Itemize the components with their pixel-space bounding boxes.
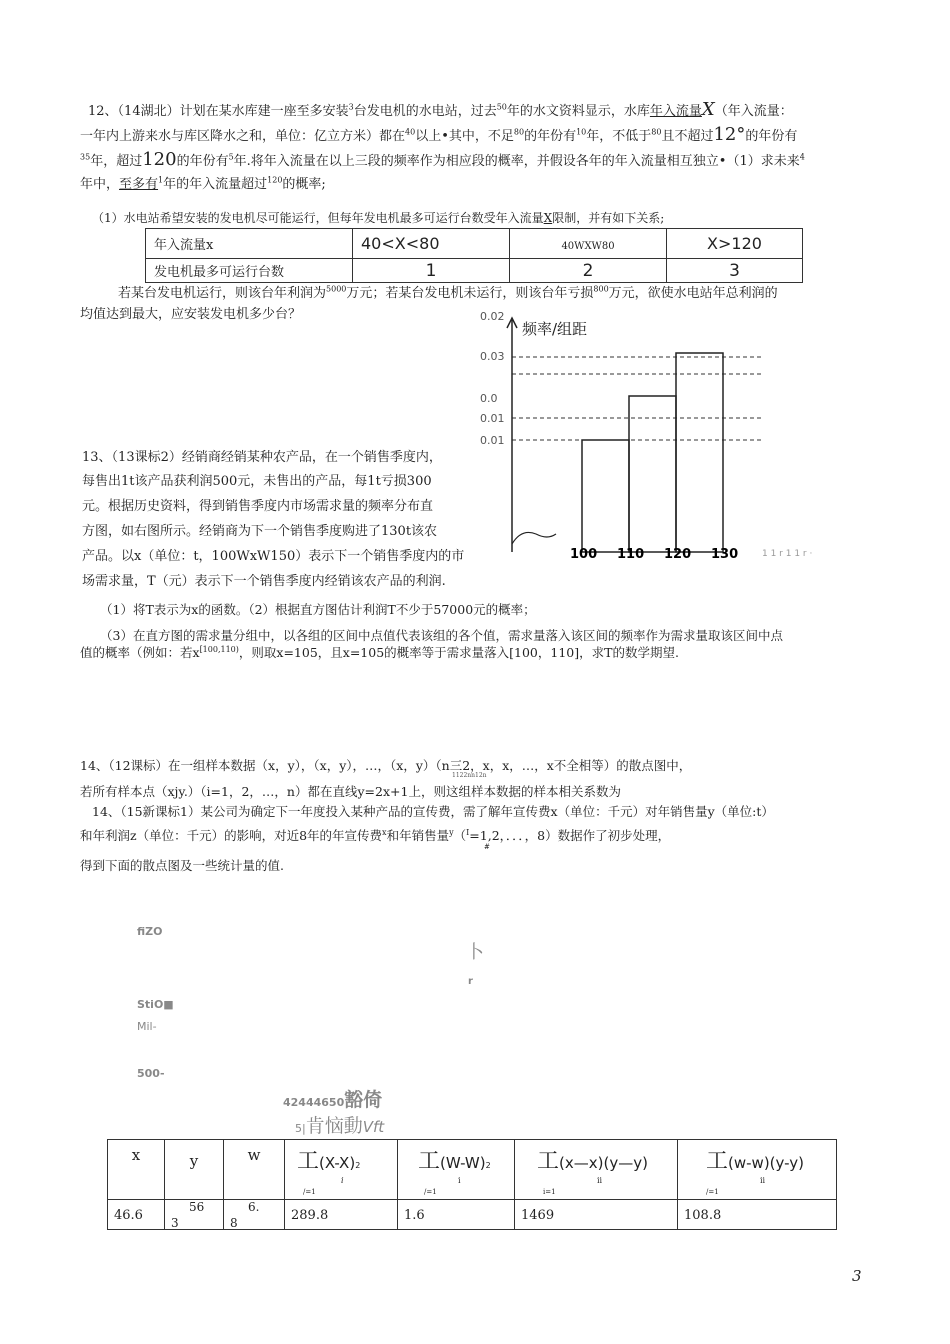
y-tick-label: 0.01 xyxy=(480,434,505,447)
q12-line3: $^{35}$年，超过120的年份有$^5$年.将年入流量在以上三段的频率作为相应段的概率，并假设各年的年入流量相互独立•（1）求未来$^4$ xyxy=(80,149,805,170)
q14a-line1: 14、（12课标）在一组样本数据（x，y），（x，y），…，（x，y）（n三2，x，x，…，x不全相等）的散点图中， xyxy=(80,758,692,773)
q12-line2: 一年内上游来水与库区降水之和，单位：亿立方米）都在$^{40}$以上•其中，不足$^{80}$的年份有$^{10}$年，不低于$^{80}$且不超过12°的年份有 xyxy=(80,124,798,145)
header-w: w xyxy=(224,1140,285,1200)
scatter-label-d: StiO■ xyxy=(137,998,174,1011)
q12-after1: 若某台发电机运行，则该台年利润为$^{5000}$万元；若某台发电机未运行，则该台年亏损$^{800}$万元，欲使水电站年总利润的 xyxy=(118,284,778,301)
q13-part3b: 值的概率（例如：若$x^{[100,110)}$，则取x=105，且x=105的概率等于需求量落入[100，110]，求T的数学期望. xyxy=(80,644,679,660)
q13-part3: （3）在直方图的需求量分组中，以各组的区间中点值代表该组的各个值，需求量落入该区间的频率作为需求量取该区间中点 xyxy=(100,628,783,643)
q12-part1: （1）水电站希望安装的发电机尽可能运行，但每年发电机最多可运行台数受年入流量X限制，并有如下关系; xyxy=(92,211,665,225)
q13-part1: （1）将T表示为x的函数。（2）根据直方图估计利润T不少于57000元的概率； xyxy=(100,602,536,617)
value-sum-xy: 1469 xyxy=(515,1200,678,1230)
q13-line3: 元。根据历史资料，得到销售季度内市场需求量的频率分布直 xyxy=(82,499,434,514)
table-row xyxy=(108,1140,837,1200)
table-cell: 2 xyxy=(510,259,667,283)
q12-after2: 均值达到最大，应安装发电机多少台？ xyxy=(80,307,302,322)
value-x: 46.6 xyxy=(108,1200,165,1230)
q12-line1: 12、（14湖北）计划在某水库建一座至多安装$^3$台发电机的水电站，过去$^{50}$年的水文资料显示，水库年入流量X（年入流量： xyxy=(88,99,793,120)
y-axis-label: 频率/组距 xyxy=(522,320,588,338)
table-cell: X>120 xyxy=(667,229,803,259)
q14a-subscripts: 1122nn12n xyxy=(452,772,487,779)
scatter-label-a: fiZO xyxy=(137,925,163,938)
header-x: x xyxy=(108,1140,165,1200)
scatter-label-h: 5|肯恼動Vft xyxy=(295,1115,385,1137)
y-tick-label: 0.02 xyxy=(480,312,505,323)
table-row xyxy=(108,1200,837,1230)
page-number: 3 xyxy=(852,1267,862,1285)
header-sum-xy: 工(x—x)(y—y) ii i=1 xyxy=(515,1140,678,1200)
table-row xyxy=(146,259,803,283)
x-tick-label: 120 xyxy=(664,547,692,562)
scatter-label-b: 卜 xyxy=(466,942,484,963)
scatter-label-c: r xyxy=(468,976,473,987)
value-y: 56 3 xyxy=(165,1200,224,1230)
value-w: 6. 8 xyxy=(224,1200,285,1230)
histogram-bar xyxy=(582,440,629,552)
scatter-label-f: 500- xyxy=(137,1067,165,1080)
table-cell: 3 xyxy=(667,259,803,283)
q14b-line3: 得到下面的散点图及一些统计量的值. xyxy=(80,858,284,873)
q13-line2: 每售出1t该产品获利润500元，未售出的产品，每1t亏损300 xyxy=(82,474,432,489)
histogram-bar xyxy=(676,353,723,552)
axis-break xyxy=(512,532,556,544)
q14b-line2: 和年利润z（单位：千元）的影响，对近8年的年宣传费$^x$和年销售量$^y$（$^I$=1,2，．．．，8）数据作了初步处理， xyxy=(80,827,671,843)
table-cell: 40WXW80 xyxy=(510,229,667,259)
q12-line4: 年中，至多有$^1$年的年入流量超过$^{120}$的概率; xyxy=(80,175,326,192)
table-row xyxy=(146,229,803,259)
table-cell: 1 xyxy=(353,259,510,283)
y-tick-label: 0.0 xyxy=(480,392,498,405)
y-tick-label: 0.01 xyxy=(480,412,505,425)
histogram-bar xyxy=(629,396,676,552)
q14a-line2: 若所有样本点（xjy.）（i=1，2，…，n）都在直线y=2x+1上，则这组样本数据的样本相关系数为 xyxy=(80,784,621,799)
histogram-chart xyxy=(470,312,870,562)
q13-line6: 场需求量，T（元）表示下一个销售季度内经销该农产品的利润. xyxy=(82,574,446,589)
header-sum-wy: 工(w-w)(y-y) ii /=1 xyxy=(678,1140,837,1200)
x-tick-label: 130 xyxy=(711,547,739,562)
scatter-label-g: 42444650豁倚 xyxy=(283,1089,383,1111)
x-tick-label: 110 xyxy=(617,547,645,562)
q13-line5: 产品。以x（单位：t，100WxW150）表示下一个销售季度内的市 xyxy=(82,549,465,564)
q13-line1: 13、（13课标2）经销商经销某种农产品，在一个销售季度内， xyxy=(82,450,442,465)
y-tick-label: 0.03 xyxy=(480,350,505,363)
table-cell: 年入流量x xyxy=(146,229,353,259)
table-cell: 发电机最多可运行台数 xyxy=(146,259,353,283)
q14b-sub: # xyxy=(484,843,490,851)
value-sum-xx: 289.8 xyxy=(285,1200,398,1230)
table-cell: 40<X<80 xyxy=(353,229,510,259)
stats-table xyxy=(107,1139,837,1230)
header-sum-xx: 工(X-X)2 i /=1 xyxy=(285,1140,398,1200)
x-tick-label: 100 xyxy=(570,547,598,562)
q14b-line1: 14、（15新课标1）某公司为确定下一年度投入某种产品的宣传费，需了解年宣传费x（单位：千元）对年销售量y（单位:t） xyxy=(92,804,774,819)
value-sum-wy: 108.8 xyxy=(678,1200,837,1230)
x-axis-trail: 1 1 r 1 1 r · xyxy=(762,549,813,559)
header-sum-ww: 工(W-W)2 i /=1 xyxy=(398,1140,515,1200)
header-y: y xyxy=(165,1140,224,1200)
value-sum-ww: 1.6 xyxy=(398,1200,515,1230)
scatter-label-e: Mil- xyxy=(137,1020,157,1033)
q13-line4: 方图，如右图所示。经销商为下一个销售季度购进了130t该农 xyxy=(82,524,438,539)
generator-table xyxy=(145,228,803,283)
